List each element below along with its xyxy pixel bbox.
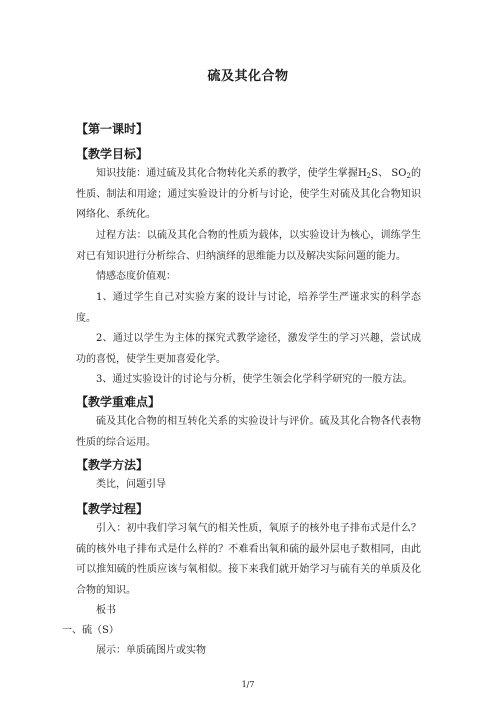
goal-item-1: 1、通过学生自己对实验方案的设计与讨论，培养学生严谨求实的科学态度。 (76, 292, 421, 324)
heading-key-points: 【教学重难点】 (76, 395, 161, 409)
goal-item-2: 2、通过以学生为主体的探究式教学途径，激发学生的学习兴趣，尝试成功的喜悦，使学生更加喜爱化学。 (76, 333, 421, 365)
process-board: 板书 (96, 605, 116, 616)
process-section-1: 一、硫（S） (62, 625, 119, 636)
goal-knowledge: 知识技能：通过硫及其化合物转化关系的教学，使学生掌握$H_2S$、 $SO_2$的性质、制法和用途；通过实验设计的分析与讨论，使学生对硫及其化合物知识网络化、系统化。 (76, 168, 421, 220)
heading-methods: 【教学方法】 (76, 458, 149, 472)
goal-process-method: 过程方法：以硫及其化合物的性质为载体，以实验设计为核心，训练学生对已有知识进行分析综合、归纳演绎的思维能力以及解决实际问题的能力。 (76, 230, 421, 262)
heading-lesson: 【第一课时】 (76, 122, 149, 136)
process-show: 展示：单质硫图片或实物 (96, 645, 206, 656)
process-intro: 引入：初中我们学习氧气的相关性质，氧原子的核外电子排布式是什么？硫的核外电子排布式是什么样的？不难看出氧和硫的最外层电子数相同，由此可以推知硫的性质应该与氧相似。接下来我们就开始学习与硫有关的单质及化合物的知识。 (76, 523, 421, 596)
goal-item-3: 3、通过实验设计的讨论与分析，使学生领会化学科学研究的一般方法。 (96, 374, 413, 385)
key-points-text: 硫及其化合物的相互转化关系的实验设计与评价。硫及其化合物各代表物性质的综合运用。 (76, 416, 421, 448)
heading-goals: 【教学目标】 (76, 147, 149, 161)
goal-attitude: 情感态度价值观： (96, 271, 176, 282)
document-title: 硫及其化合物 (207, 69, 289, 84)
methods-text: 类比，问题引导 (96, 479, 166, 490)
heading-process: 【教学过程】 (76, 502, 149, 516)
page-number: 1/7 (241, 680, 255, 689)
